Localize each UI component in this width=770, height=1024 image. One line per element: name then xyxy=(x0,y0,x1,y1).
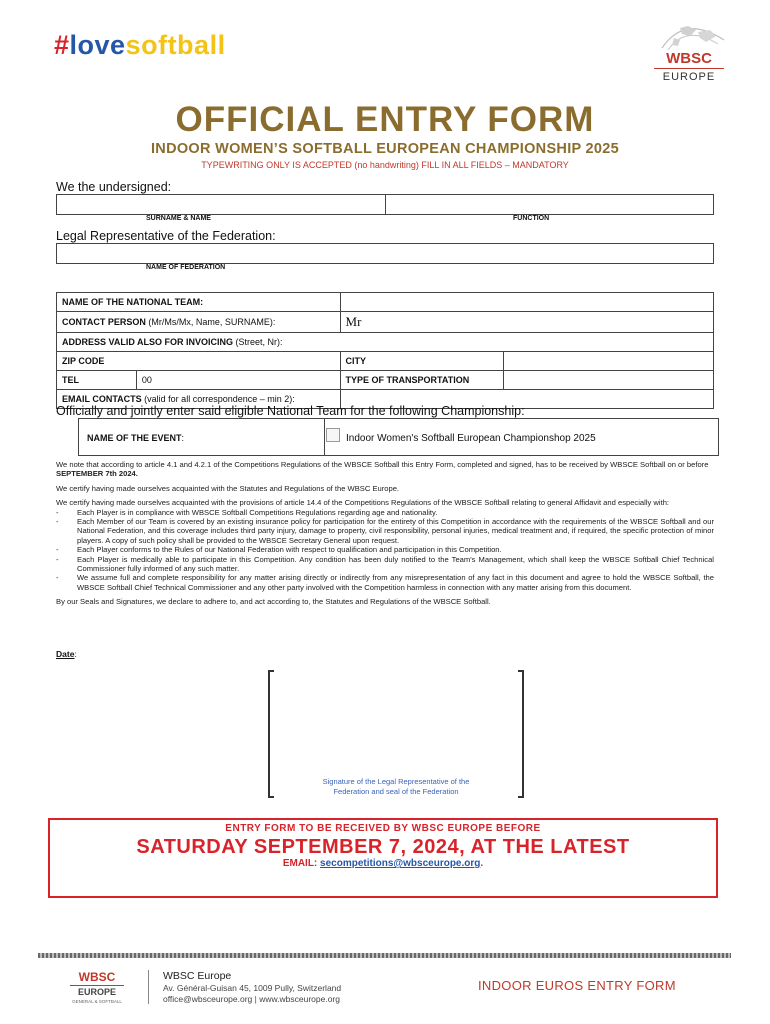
contact-person-label xyxy=(57,312,341,333)
logo-europe-text: EUROPE xyxy=(662,71,716,83)
email-contacts-hint: (valid for all correspondence – min 2): xyxy=(141,394,295,404)
address-hint: (Street, Nr): xyxy=(233,337,283,347)
national-team-label: NAME OF THE NATIONAL TEAM: xyxy=(57,293,341,312)
zip-code-field[interactable] xyxy=(57,352,341,371)
hashtag-softball: softball xyxy=(125,30,226,60)
footer-logo xyxy=(62,970,132,1010)
contact-person-field[interactable] xyxy=(340,312,713,333)
national-team-field[interactable] xyxy=(340,293,713,312)
signature-caption-line-1: Signature of the Legal Representative of the xyxy=(322,777,470,786)
event-name-value: Indoor Women's Softball European Championshop 2025 xyxy=(346,433,596,444)
event-checkbox[interactable] xyxy=(326,428,340,442)
city-label: CITY xyxy=(345,356,367,366)
address-label: ADDRESS VALID ALSO FOR INVOICING xyxy=(62,337,234,347)
affidavit-item: - Each Player conforms to the Rules of our National Federation with respect to qualification and participation in this Competition. xyxy=(56,545,714,554)
affidavit-item: - Each Player is in compliance with WBSCE Softball Competitions Regulations regarding age and nationality. xyxy=(56,508,714,517)
affidavit-list xyxy=(56,508,714,593)
statutes-paragraph: We certify having made ourselves acquainted with the Statutes and Regulations of the WBSC Europe. xyxy=(56,483,400,493)
deadline-box xyxy=(48,818,718,898)
address-field[interactable] xyxy=(57,333,714,352)
wbsc-europe-logo xyxy=(640,18,730,88)
deadline-paragraph-text: We note that according to article 4.1 and 4.2.1 of the Competitions Regulations of the WBSCE Softball this Entry Form, completed and signed, has to be received by WBSCE Softball on or before xyxy=(56,460,709,469)
footer-form-name: INDOOR EUROS ENTRY FORM xyxy=(478,978,676,993)
date-label-text: Date xyxy=(56,649,75,659)
transport-label: TYPE OF TRANSPORTATION xyxy=(340,371,504,390)
logo-divider xyxy=(654,68,724,69)
contact-person-title: CONTACT PERSON xyxy=(62,317,146,327)
footer-address: Av. Général-Guisan 45, 1009 Pully, Switzerland xyxy=(163,983,342,993)
legal-representative-label: Legal Representative of the Federation: xyxy=(56,229,276,243)
surname-name-field[interactable] xyxy=(56,194,386,215)
transport-field[interactable] xyxy=(504,371,714,390)
footer-logo-europe: EUROPE xyxy=(77,987,116,997)
date-label-colon: : xyxy=(74,649,77,659)
typewriting-notice: TYPEWRITING ONLY IS ACCEPTED (no handwriting) FILL IN ALL FIELDS – MANDATORY xyxy=(201,160,569,170)
federation-name-field[interactable] xyxy=(56,243,714,264)
footer-contact: office@wbsceurope.org | www.wbsceurope.org xyxy=(163,994,340,1004)
national-team-table xyxy=(56,292,714,409)
seals-paragraph: By our Seals and Signatures, we declare to adhere to, and act according to, the Statutes and Regulations of the WBSCE Softball. xyxy=(56,597,491,607)
affidavit-item: - We assume full and complete responsibility for any matter arising directly or indirectly from any misrepresentation of any fact in this document and agree to hold the WBSCE Softball, the WBSCE Softball Chief Technical Commissioner and any other party involved with the Competition harmless in connection with any matter arising from this document. xyxy=(56,573,714,592)
city-field[interactable] xyxy=(504,352,714,371)
event-divider xyxy=(324,419,325,455)
affidavit-text xyxy=(56,460,714,612)
tel-label: TEL xyxy=(57,371,137,390)
footer-separator xyxy=(148,970,149,1004)
footer-logo-tag: GENERAL & SOFTBALL xyxy=(72,999,122,1004)
email-contacts-title: EMAIL CONTACTS xyxy=(62,394,142,404)
page-title: OFFICIAL ENTRY FORM xyxy=(175,100,595,139)
hashtag-love: love xyxy=(69,30,126,60)
logo-wbsc-text: WBSC xyxy=(666,50,712,67)
federation-caption: NAME OF FEDERATION xyxy=(146,264,226,271)
footer-logo-divider xyxy=(70,985,124,986)
function-caption: FUNCTION xyxy=(513,215,550,222)
championship-intro: Officially and jointly enter said eligible National Team for the following Championship: xyxy=(56,404,525,418)
contact-person-value: Mr xyxy=(345,314,362,329)
event-box xyxy=(78,418,719,456)
footer-org-name: WBSC Europe xyxy=(163,970,232,982)
surname-caption: SURNAME & NAME xyxy=(146,215,211,222)
event-label-colon: : xyxy=(181,433,185,443)
signature-caption xyxy=(268,777,524,797)
event-name-label xyxy=(87,433,184,443)
tel-field[interactable] xyxy=(136,371,340,390)
contact-person-hint: (Mr/Ms/Mx, Name, SURNAME): xyxy=(145,317,276,327)
deadline-email-end: . xyxy=(480,858,484,869)
affidavit-item: - Each Member of our Team is covered by an existing insurance policy for participation for the entirety of this Competition in accordance with the requirements of the WBSCE Softball and our National Federation, and this coverage includes third party injury, damage to property, civil responsibility, personal injuries, medical treatment and, if required, the specific protection of minor players. A copy of such policy shall be provided to the WBSCE Secretary General upon request. xyxy=(56,517,714,545)
footer-logo-wbsc: WBSC xyxy=(78,970,116,984)
function-field[interactable] xyxy=(385,194,714,215)
signature-caption-line-2: Federation and seal of the Federation xyxy=(333,787,459,796)
city-label-cell xyxy=(340,352,504,371)
deadline-email-label: EMAIL: xyxy=(282,858,321,869)
footer-divider xyxy=(38,953,731,958)
deadline-date: SATURDAY SEPTEMBER 7, 2024, AT THE LATEST xyxy=(136,836,630,858)
deadline-email-line xyxy=(50,858,716,869)
date-label xyxy=(56,649,77,659)
deadline-line-1: ENTRY FORM TO BE RECEIVED BY WBSC EUROPE BEFORE xyxy=(225,823,541,834)
deadline-paragraph-date: SEPTEMBER 7th 2024. xyxy=(56,469,138,479)
affidavit-item: - Each Player is medically able to participate in this Competition. Any condition has been duly notified to the Team's Management, which shall keep the WBSCE Softball Chief Technical Commissioner fully informed of any such matter. xyxy=(56,555,714,574)
zip-code-label: ZIP CODE xyxy=(62,356,105,366)
event-label-text: NAME OF THE EVENT xyxy=(87,433,182,443)
deadline-paragraph xyxy=(56,460,714,479)
championship-subtitle: INDOOR WOMEN’S SOFTBALL EUROPEAN CHAMPIONSHIP 2025 xyxy=(150,141,620,157)
affidavit-paragraph: We certify having made ourselves acquainted with the provisions of article 14.4 of the Competitions Regulations of the WBSCE Softball relating to general Affidavit and especially with: xyxy=(56,498,670,508)
lovesoftball-hashtag xyxy=(54,30,226,61)
undersigned-label: We the undersigned: xyxy=(56,180,172,194)
tel-value: 00 xyxy=(141,375,152,385)
hashtag-symbol: # xyxy=(54,30,70,60)
deadline-email-link[interactable]: secompetitions@wbsceurope.org xyxy=(320,858,481,869)
